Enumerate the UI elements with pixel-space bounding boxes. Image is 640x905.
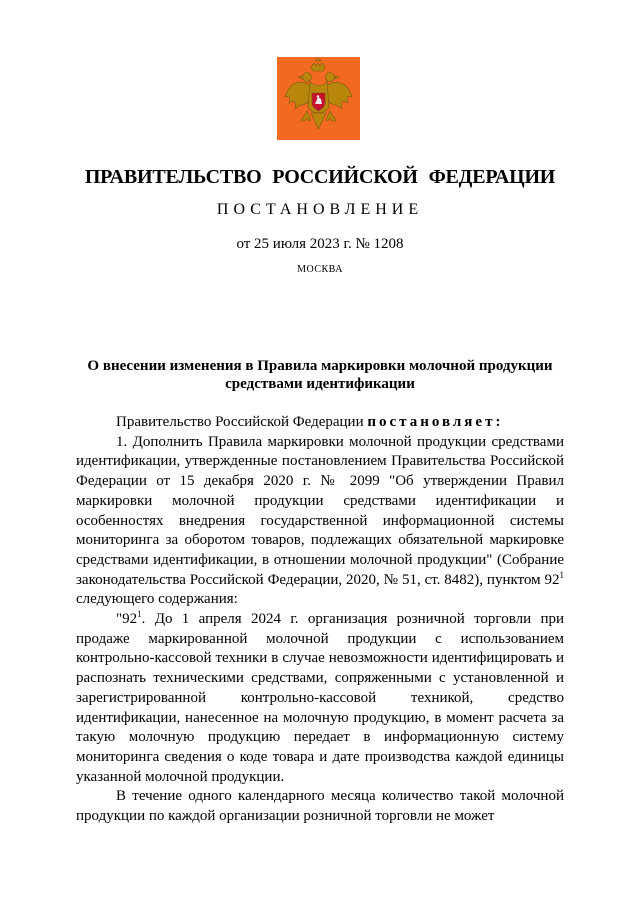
coat-of-arms-graphic	[277, 57, 360, 140]
resolves-keyword: постановляет:	[367, 414, 504, 430]
subject-line-1: О внесении изменения в Правила маркировки молочной продукции	[87, 358, 553, 374]
paragraph-monthly-limit: В течение одного календарного месяца количество такой молочной продукции по каждой организации розничной торговли не может	[76, 788, 564, 825]
document-subject	[76, 357, 564, 393]
paragraph-resolves	[76, 413, 564, 433]
clause-superscript: 1	[137, 609, 142, 620]
subject-line-2: средствами идентификации	[225, 376, 415, 392]
item-1-text: 1. Дополнить Правила маркировки молочной продукции средствами идентификации, утвержденные постановлением Правительства Российской Федерации от 15 декабря 2020 г. № 2099 "Об утверждении Правил маркировки молочной продукции средствами идентификации и особенностях внедрения государственной информационной системы мониторинга за оборотом товаров, подлежащих обязательной маркировке средствами идентификации, в отношении молочной продукции" (Собрание законодательства Российской Федерации, 2020, № 51, ст. 8482), пунктом 92	[76, 433, 564, 588]
government-title: ПРАВИТЕЛЬСТВО РОССИЙСКОЙ ФЕДЕРАЦИИ	[84, 166, 556, 188]
city-label: МОСКВА	[297, 264, 343, 275]
document-date-number: от 25 июля 2023 г. № 1208	[236, 236, 404, 252]
item-1-text-end: следующего содержания:	[76, 591, 238, 608]
coat-of-arms-icon	[277, 57, 360, 140]
resolves-lead: Правительство Российской Федерации	[116, 414, 368, 430]
paragraph-item-1	[76, 433, 564, 610]
document-type: ПОСТАНОВЛЕНИЕ	[216, 201, 424, 218]
clause-text: . До 1 апреля 2024 г. организация розничной торговли при продаже маркированной молочной продукции с использованием контрольно-кассовой техники в случае невозможности идентифицировать и распознать техническими средствами, сопряженными с установленной и зарегистрированной контрольно-кассовой техникой, средство идентификации, нанесенное на молочную продукцию, в момент расчета за такую молочную продукцию передает в информационную систему мониторинга сведения о коде товара и дате производства каждой единицы указанной молочной продукции.	[76, 611, 564, 785]
item-1-superscript: 1	[559, 569, 564, 580]
paragraph-clause-92-1	[76, 610, 564, 787]
clause-number: "92	[116, 611, 138, 628]
document-body	[76, 413, 564, 827]
